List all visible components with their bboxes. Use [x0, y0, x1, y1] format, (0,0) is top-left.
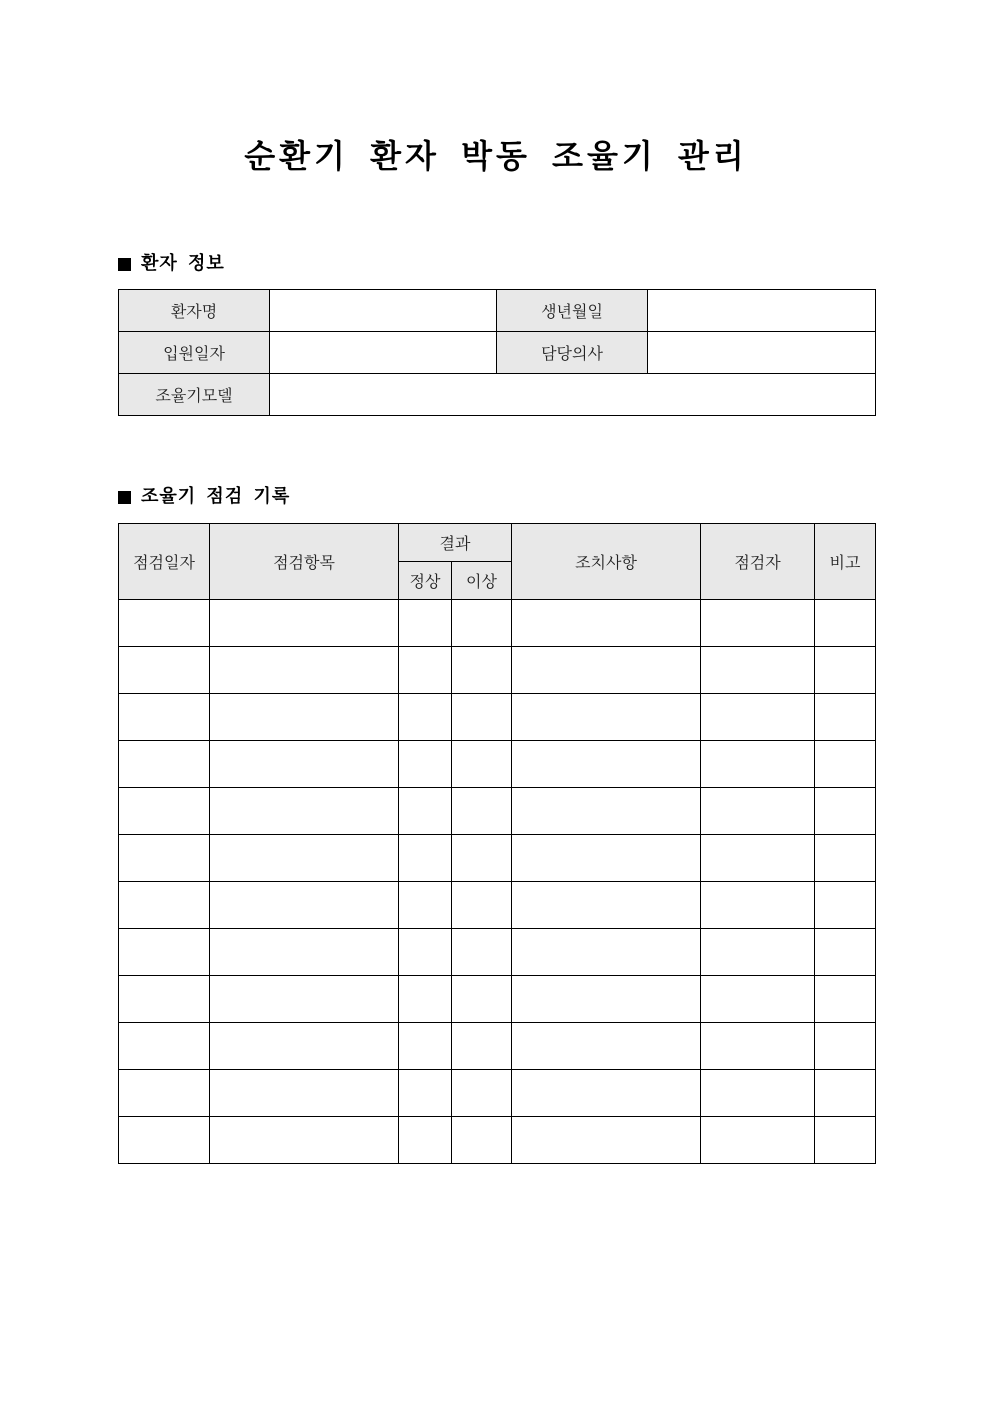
note-cell[interactable]	[815, 1117, 876, 1164]
action-taken-cell[interactable]	[512, 1023, 701, 1070]
action-taken-cell[interactable]	[512, 741, 701, 788]
table-row	[119, 788, 876, 835]
table-row	[119, 882, 876, 929]
inspection-date-cell[interactable]	[119, 976, 210, 1023]
inspection-item-cell[interactable]	[210, 1023, 399, 1070]
header-inspector: 점검자	[701, 524, 815, 600]
result-abnormal-cell[interactable]	[452, 976, 512, 1023]
result-abnormal-cell[interactable]	[452, 741, 512, 788]
result-abnormal-cell[interactable]	[452, 929, 512, 976]
action-taken-cell[interactable]	[512, 1070, 701, 1117]
inspector-cell[interactable]	[701, 1117, 815, 1164]
inspection-date-cell[interactable]	[119, 882, 210, 929]
square-bullet-icon	[118, 491, 131, 504]
inspection-item-cell[interactable]	[210, 788, 399, 835]
table-row	[119, 1117, 876, 1164]
result-normal-cell[interactable]	[399, 1070, 452, 1117]
result-abnormal-cell[interactable]	[452, 1117, 512, 1164]
result-normal-cell[interactable]	[399, 929, 452, 976]
result-abnormal-cell[interactable]	[452, 600, 512, 647]
inspector-cell[interactable]	[701, 741, 815, 788]
action-taken-cell[interactable]	[512, 600, 701, 647]
action-taken-cell[interactable]	[512, 1117, 701, 1164]
inspector-cell[interactable]	[701, 882, 815, 929]
table-row	[119, 600, 876, 647]
note-cell[interactable]	[815, 647, 876, 694]
header-result: 결과	[399, 524, 512, 562]
result-normal-cell[interactable]	[399, 788, 452, 835]
inspection-item-cell[interactable]	[210, 647, 399, 694]
inspection-item-cell[interactable]	[210, 929, 399, 976]
action-taken-cell[interactable]	[512, 882, 701, 929]
inspector-cell[interactable]	[701, 929, 815, 976]
square-bullet-icon	[118, 258, 131, 271]
attending-doctor-field[interactable]	[648, 332, 876, 374]
result-normal-cell[interactable]	[399, 976, 452, 1023]
table-row	[119, 929, 876, 976]
patient-info-row	[119, 290, 876, 332]
action-taken-cell[interactable]	[512, 647, 701, 694]
patient-info-row	[119, 374, 876, 416]
inspection-item-cell[interactable]	[210, 741, 399, 788]
inspection-item-cell[interactable]	[210, 1070, 399, 1117]
table-row	[119, 976, 876, 1023]
inspection-date-cell[interactable]	[119, 1117, 210, 1164]
header-inspection-item: 점검항목	[210, 524, 399, 600]
note-cell[interactable]	[815, 1070, 876, 1117]
note-cell[interactable]	[815, 788, 876, 835]
inspector-cell[interactable]	[701, 835, 815, 882]
header-result-normal: 정상	[399, 562, 452, 600]
inspection-date-cell[interactable]	[119, 929, 210, 976]
pacemaker-model-label: 조율기모델	[119, 374, 270, 416]
inspection-item-cell[interactable]	[210, 1117, 399, 1164]
note-cell[interactable]	[815, 1023, 876, 1070]
inspector-cell[interactable]	[701, 788, 815, 835]
action-taken-cell[interactable]	[512, 788, 701, 835]
result-normal-cell[interactable]	[399, 882, 452, 929]
inspection-date-cell[interactable]	[119, 835, 210, 882]
table-row	[119, 741, 876, 788]
result-abnormal-cell[interactable]	[452, 694, 512, 741]
inspector-cell[interactable]	[701, 1023, 815, 1070]
result-abnormal-cell[interactable]	[452, 1070, 512, 1117]
table-row	[119, 1070, 876, 1117]
header-inspection-date: 점검일자	[119, 524, 210, 600]
action-taken-cell[interactable]	[512, 976, 701, 1023]
result-abnormal-cell[interactable]	[452, 835, 512, 882]
result-normal-cell[interactable]	[399, 835, 452, 882]
pacemaker-model-field[interactable]	[270, 374, 876, 416]
table-row	[119, 1023, 876, 1070]
header-action-taken: 조치사항	[512, 524, 701, 600]
inspector-cell[interactable]	[701, 694, 815, 741]
inspection-item-cell[interactable]	[210, 600, 399, 647]
result-normal-cell[interactable]	[399, 1023, 452, 1070]
inspection-record-heading	[118, 485, 290, 509]
inspection-date-cell[interactable]	[119, 1023, 210, 1070]
result-normal-cell[interactable]	[399, 741, 452, 788]
inspector-cell[interactable]	[701, 647, 815, 694]
table-row	[119, 835, 876, 882]
result-normal-cell[interactable]	[399, 1117, 452, 1164]
note-cell[interactable]	[815, 976, 876, 1023]
inspection-date-cell[interactable]	[119, 788, 210, 835]
patient-name-field[interactable]	[270, 290, 497, 332]
table-row	[119, 647, 876, 694]
patient-info-heading-text: 환자 정보	[141, 253, 225, 274]
document-title: 순환기 환자 박동 조율기 관리	[244, 137, 748, 175]
inspector-cell[interactable]	[701, 1070, 815, 1117]
inspection-date-cell[interactable]	[119, 694, 210, 741]
result-abnormal-cell[interactable]	[452, 1023, 512, 1070]
result-abnormal-cell[interactable]	[452, 882, 512, 929]
inspector-cell[interactable]	[701, 600, 815, 647]
header-note: 비고	[815, 524, 876, 600]
inspection-date-cell[interactable]	[119, 600, 210, 647]
inspection-item-cell[interactable]	[210, 694, 399, 741]
patient-info-heading	[118, 252, 225, 276]
action-taken-cell[interactable]	[512, 929, 701, 976]
result-normal-cell[interactable]	[399, 647, 452, 694]
note-cell[interactable]	[815, 600, 876, 647]
patient-info-table	[118, 289, 876, 416]
inspection-item-cell[interactable]	[210, 835, 399, 882]
note-cell[interactable]	[815, 694, 876, 741]
inspection-item-cell[interactable]	[210, 976, 399, 1023]
result-normal-cell[interactable]	[399, 600, 452, 647]
inspection-record-table	[118, 523, 876, 1164]
action-taken-cell[interactable]	[512, 694, 701, 741]
birth-date-field[interactable]	[648, 290, 876, 332]
birth-date-label: 생년월일	[497, 290, 648, 332]
header-result-abnormal: 이상	[452, 562, 512, 600]
inspector-cell[interactable]	[701, 976, 815, 1023]
result-abnormal-cell[interactable]	[452, 647, 512, 694]
inspection-date-cell[interactable]	[119, 741, 210, 788]
inspection-item-cell[interactable]	[210, 882, 399, 929]
patient-name-label: 환자명	[119, 290, 270, 332]
note-cell[interactable]	[815, 929, 876, 976]
note-cell[interactable]	[815, 741, 876, 788]
inspection-date-cell[interactable]	[119, 647, 210, 694]
table-row	[119, 694, 876, 741]
note-cell[interactable]	[815, 882, 876, 929]
inspection-record-heading-text: 조율기 점검 기록	[141, 486, 291, 507]
result-abnormal-cell[interactable]	[452, 788, 512, 835]
admission-date-field[interactable]	[270, 332, 497, 374]
admission-date-label: 입원일자	[119, 332, 270, 374]
action-taken-cell[interactable]	[512, 835, 701, 882]
attending-doctor-label: 담당의사	[497, 332, 648, 374]
note-cell[interactable]	[815, 835, 876, 882]
patient-info-row	[119, 332, 876, 374]
table-header-row	[119, 524, 876, 562]
result-normal-cell[interactable]	[399, 694, 452, 741]
inspection-date-cell[interactable]	[119, 1070, 210, 1117]
